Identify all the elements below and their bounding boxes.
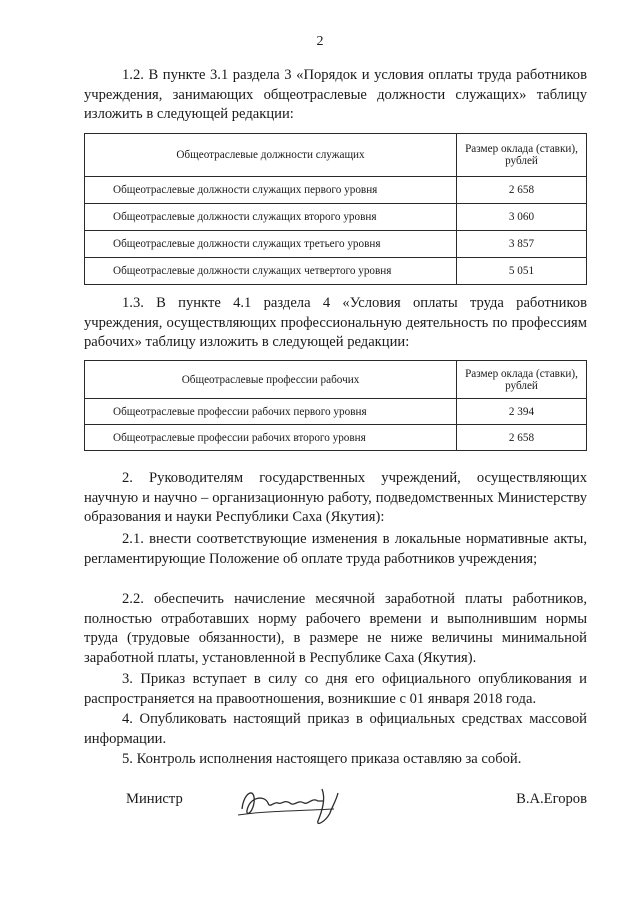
table-header-cell: Общеотраслевые профессии рабочих: [85, 361, 457, 399]
table-header-cell: Размер оклада (ставки), рублей: [457, 134, 587, 177]
table-cell: Общеотраслевые профессии рабочих второго уровня: [85, 425, 457, 451]
table-worker-professions: [84, 360, 587, 451]
table-cell: 2 394: [457, 399, 587, 425]
table-cell: Общеотраслевые должности служащих первого уровня: [85, 177, 457, 204]
table-row: [85, 177, 587, 204]
paragraph-4: 4. Опубликовать настоящий приказ в официальных средствах массовой информации.: [84, 711, 587, 747]
table-header-cell: Размер оклада (ставки), рублей: [457, 361, 587, 399]
signatory-role: Министр: [126, 791, 183, 807]
table-cell: 5 051: [457, 258, 587, 285]
table-row: [85, 231, 587, 258]
signature-block: [84, 789, 587, 849]
paragraph-5: 5. Контроль исполнения настоящего приказа оставляю за собой.: [122, 751, 522, 767]
table-row: [85, 258, 587, 285]
paragraph-2: 2. Руководителям государственных учреждений, осуществляющих научную и научно – организационную работу, подведомственных Министерству образования и науки Республики Саха (Якутия):: [84, 470, 587, 525]
table-cell: 2 658: [457, 425, 587, 451]
table-cell: Общеотраслевые должности служащих четвертого уровня: [85, 258, 457, 285]
table-row: [85, 399, 587, 425]
paragraph-2-2: 2.2. обеспечить начисление месячной заработной платы работников, полностью отработавших норму рабочего времени и выполнившим нормы труда (трудовые обязанности), в размере не ниже величины минимальной заработной платы, установленной в Республике Саха (Якутия).: [84, 591, 587, 666]
table-cell: 2 658: [457, 177, 587, 204]
paragraph-1-3: 1.3. В пункте 4.1 раздела 4 «Условия оплаты труда работников учреждения, осуществляющих профессиональную деятельность по профессиям рабочих» таблицу изложить в следующей редакции:: [84, 295, 587, 350]
paragraph-3: 3. Приказ вступает в силу со дня его официального опубликования и распространяется на правоотношения, возникшие с 01 января 2018 года.: [84, 671, 587, 707]
paragraph-1-2: 1.2. В пункте 3.1 раздела 3 «Порядок и условия оплаты труда работников учреждения, занимающих общеотраслевые должности служащих» таблицу изложить в следующей редакции:: [84, 67, 587, 122]
table-header-row: [85, 134, 587, 177]
table-cell: 3 857: [457, 231, 587, 258]
table-header-row: [85, 361, 587, 399]
paragraph-2-1: 2.1. внести соответствующие изменения в локальные нормативные акты, регламентирующие Положение об оплате труда работников учреждения;: [84, 531, 587, 567]
page-number: 2: [316, 34, 324, 49]
signatory-name: В.А.Егоров: [516, 791, 587, 807]
table-cell: 3 060: [457, 204, 587, 231]
table-header-cell: Общеотраслевые должности служащих: [85, 134, 457, 177]
table-cell: Общеотраслевые профессии рабочих первого уровня: [85, 399, 457, 425]
table-row: [85, 204, 587, 231]
handwritten-signature: [234, 781, 354, 831]
table-office-positions: [84, 133, 587, 285]
table-row: [85, 425, 587, 451]
table-cell: Общеотраслевые должности служащих второго уровня: [85, 204, 457, 231]
table-cell: Общеотраслевые должности служащих третьего уровня: [85, 231, 457, 258]
